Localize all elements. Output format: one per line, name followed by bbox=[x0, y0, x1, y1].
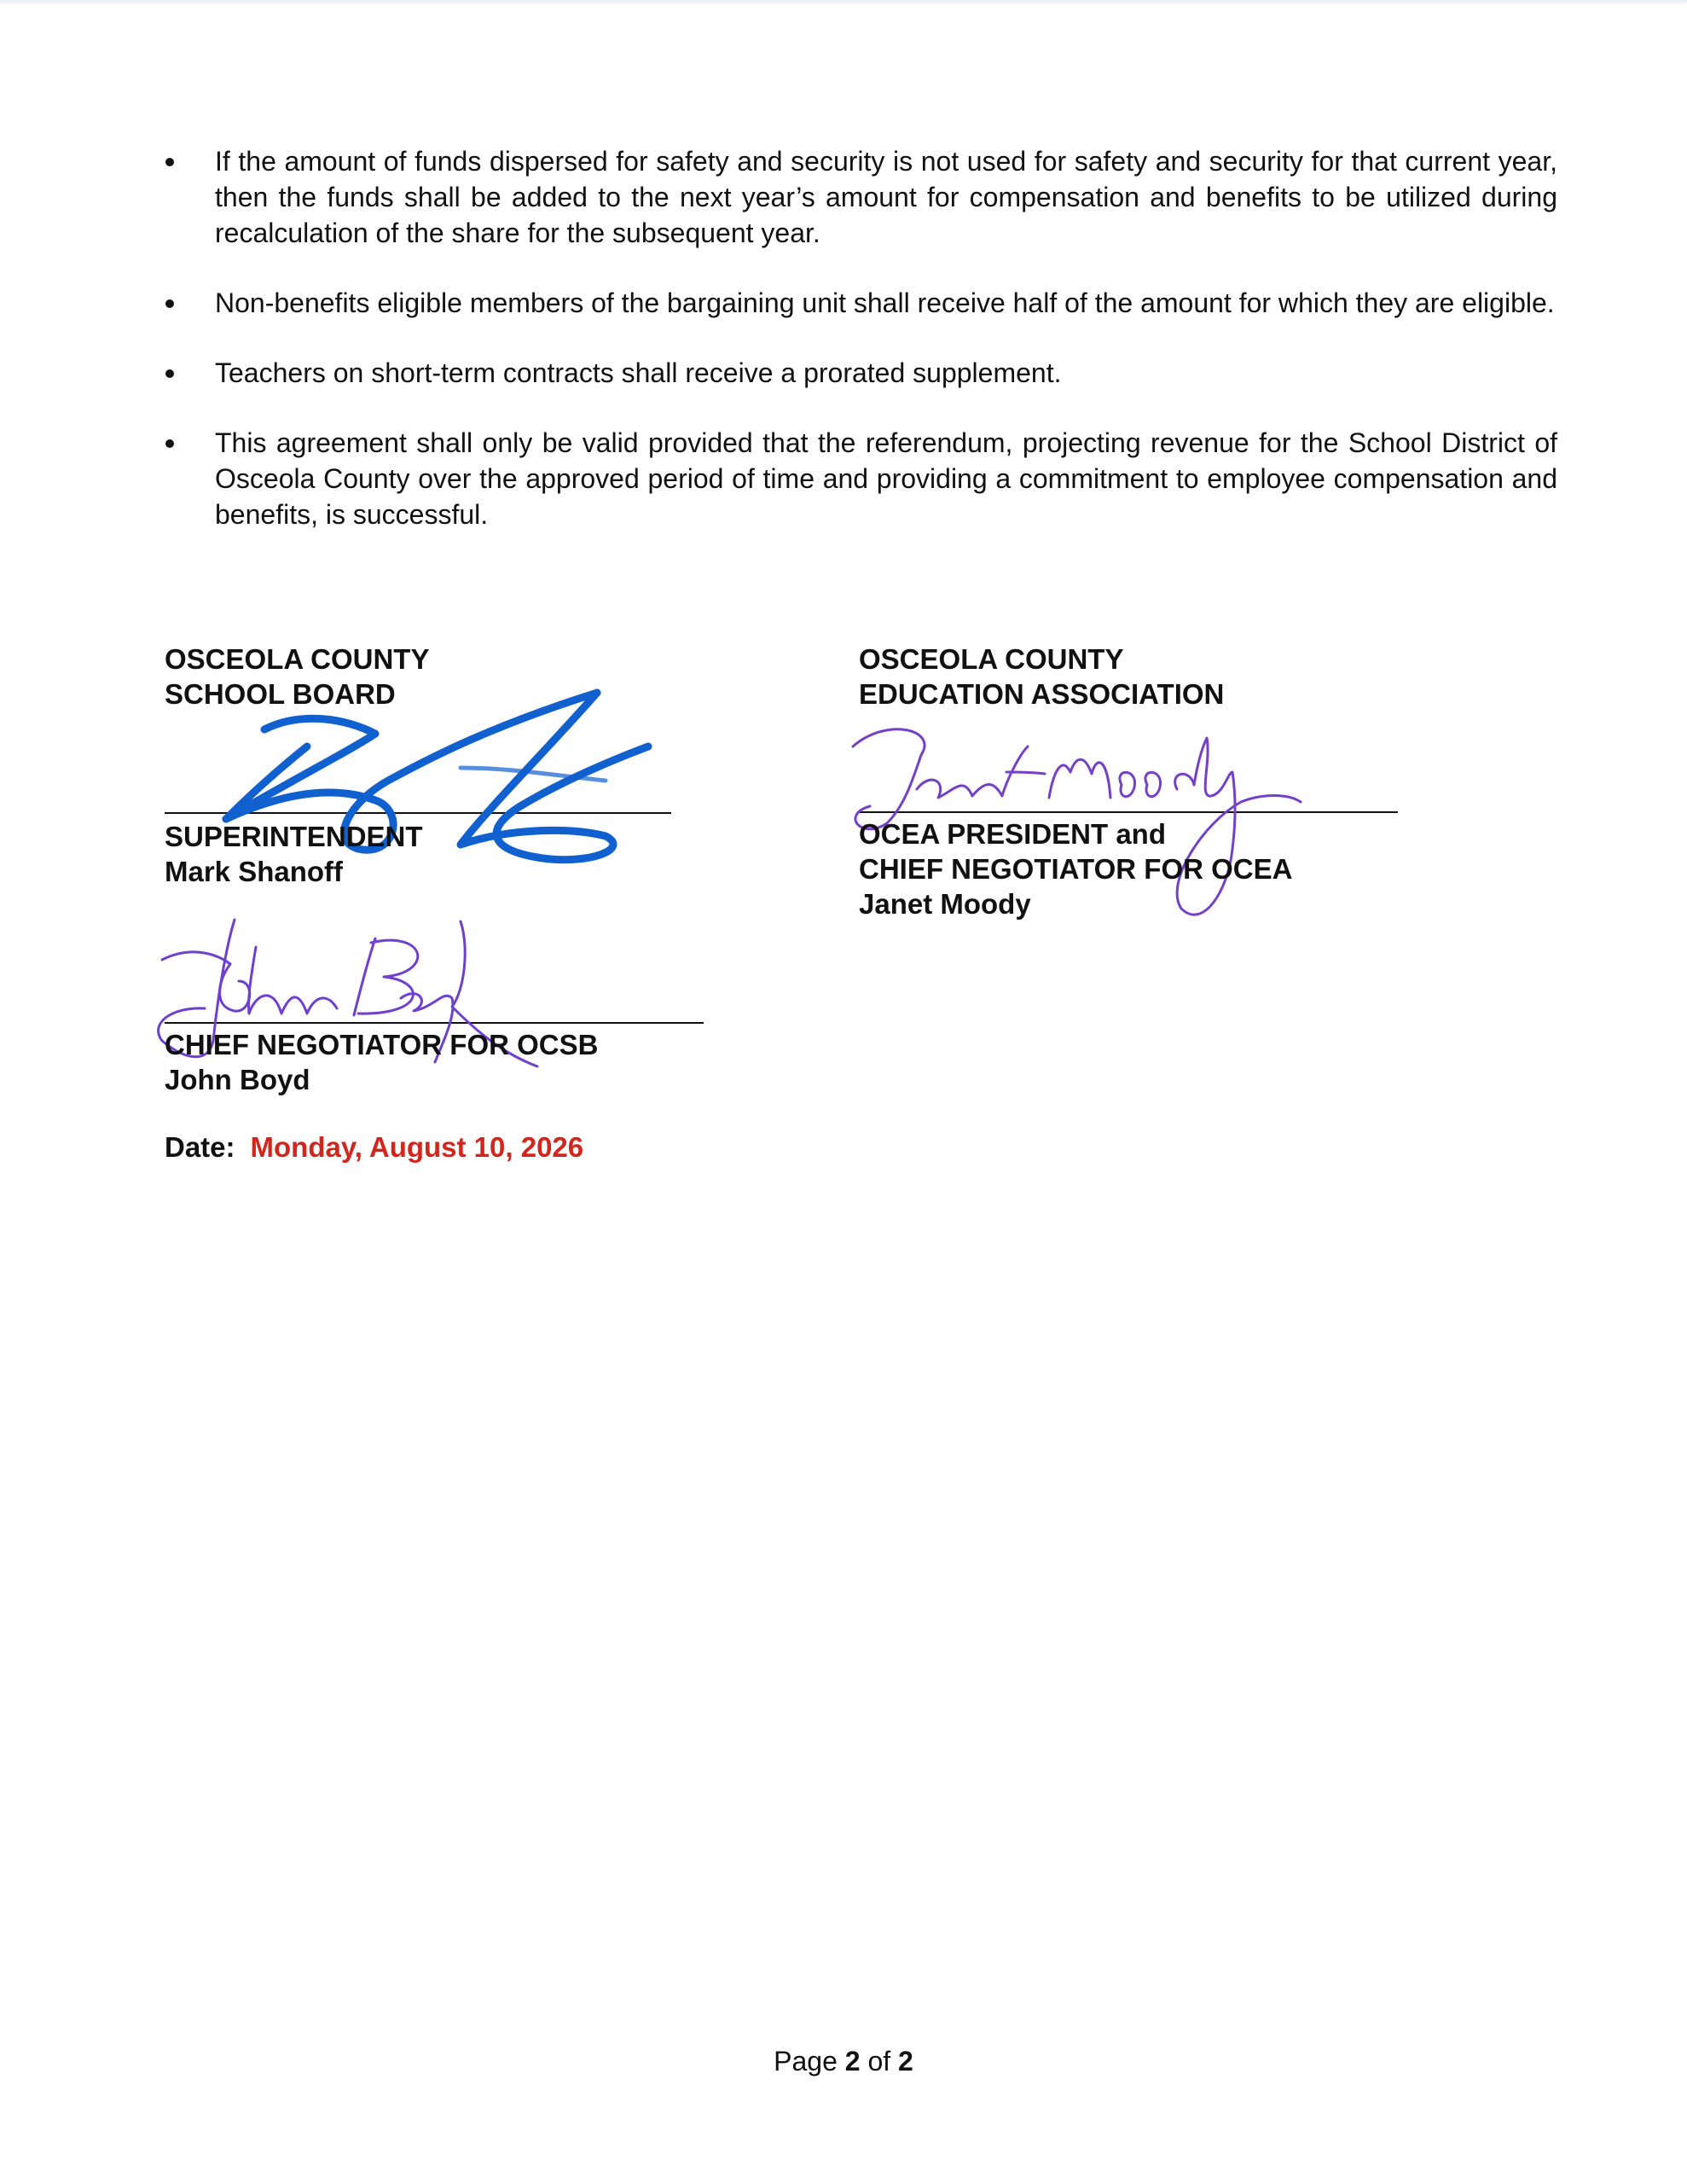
list-item bbox=[159, 143, 1557, 251]
association-heading bbox=[859, 642, 1224, 712]
list-item bbox=[159, 355, 1557, 391]
org-line: OSCEOLA COUNTY bbox=[859, 643, 1124, 675]
bullet-dot bbox=[165, 158, 174, 166]
list-item bbox=[159, 285, 1557, 321]
page-prefix: Page bbox=[774, 2046, 838, 2077]
bullet-text: Non-benefits eligible members of the bargaining unit shall receive half of the amount for which they are eligible. bbox=[215, 288, 1555, 318]
page-total: 2 bbox=[898, 2046, 913, 2077]
ocsb-negotiator-block bbox=[165, 1027, 598, 1097]
president-title: CHIEF NEGOTIATOR FOR OCEA bbox=[859, 853, 1293, 885]
bullet-dot bbox=[165, 299, 174, 308]
bullet-dot bbox=[165, 369, 174, 378]
list-item bbox=[159, 425, 1557, 532]
ocea-president-block bbox=[859, 816, 1292, 921]
org-line: EDUCATION ASSOCIATION bbox=[859, 678, 1225, 710]
page-of: of bbox=[867, 2046, 891, 2077]
president-title: OCEA PRESIDENT and bbox=[859, 818, 1166, 850]
date-row bbox=[165, 1130, 583, 1165]
negotiator-name: John Boyd bbox=[165, 1064, 310, 1095]
negotiator-title: CHIEF NEGOTIATOR FOR OCSB bbox=[165, 1029, 599, 1060]
bullet-text: If the amount of funds dispersed for safety and security is not used for safety and security for that current year, then the funds shall be added to the next year’s amount for compensation and benefits to be utilized during recalculation of the share for the subsequent year. bbox=[215, 146, 1557, 248]
superintendent-block bbox=[165, 819, 423, 889]
scan-edge bbox=[0, 0, 1687, 5]
date-value: Monday, August 10, 2026 bbox=[250, 1131, 584, 1163]
date-label: Date: bbox=[165, 1131, 235, 1163]
org-line: SCHOOL BOARD bbox=[165, 678, 396, 710]
superintendent-title: SUPERINTENDENT bbox=[165, 821, 423, 852]
page-number bbox=[0, 2046, 1687, 2077]
bullet-text: Teachers on short-term contracts shall receive a prorated supplement. bbox=[215, 357, 1062, 388]
page-current: 2 bbox=[844, 2046, 861, 2077]
bullet-text: This agreement shall only be valid provided that the referendum, projecting revenue for the School District of Osceola County over the approved period of time and providing a commitment to employee compensation and benefits, is successful. bbox=[215, 427, 1557, 530]
superintendent-name: Mark Shanoff bbox=[165, 856, 344, 887]
bullet-dot bbox=[165, 439, 174, 448]
bullet-list bbox=[159, 143, 1557, 566]
org-line: OSCEOLA COUNTY bbox=[165, 643, 430, 675]
president-name: Janet Moody bbox=[859, 888, 1031, 920]
